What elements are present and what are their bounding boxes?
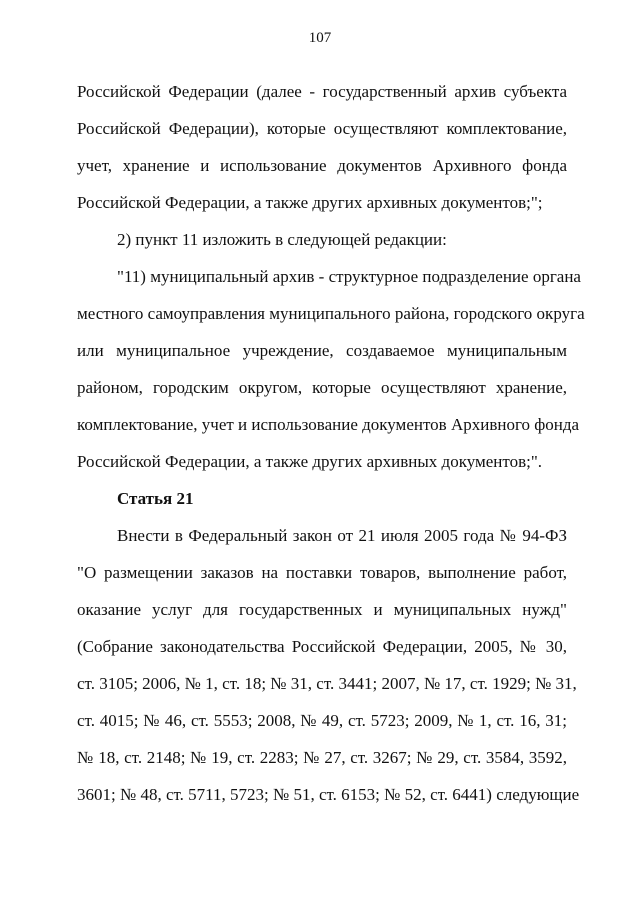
- text-line: местного самоуправления муниципального района, городского округа: [77, 304, 585, 323]
- text-line: "О размещении заказов на поставки товаров, выполнение работ,: [77, 563, 567, 582]
- document-body: [77, 73, 585, 813]
- text-line: ст. 3105; 2006, № 1, ст. 18; № 31, ст. 3441; 2007, № 17, ст. 1929; № 31,: [77, 674, 577, 693]
- text-line: (Собрание законодательства Российской Федерации, 2005, № 30,: [77, 637, 567, 656]
- text-line: № 18, ст. 2148; № 19, ст. 2283; № 27, ст. 3267; № 29, ст. 3584, 3592,: [77, 748, 567, 767]
- text-line: 2) пункт 11 изложить в следующей редакции:: [117, 230, 447, 249]
- text-line: 3601; № 48, ст. 5711, 5723; № 51, ст. 6153; № 52, ст. 6441) следующие: [77, 785, 580, 804]
- text-line: "11) муниципальный архив - структурное подразделение органа: [117, 267, 581, 286]
- text-line: комплектование, учет и использование документов Архивного фонда: [77, 415, 580, 434]
- text-line: Внести в Федеральный закон от 21 июля 2005 года № 94-ФЗ: [117, 526, 567, 545]
- paragraph-item-11-text: [77, 258, 585, 480]
- page-number: 107: [308, 30, 332, 46]
- text-line: Российской Федерации), которые осуществляют комплектование,: [77, 119, 567, 138]
- paragraph-continuation: [77, 73, 567, 221]
- text-line: Российской Федерации, а также других архивных документов;".: [77, 452, 543, 471]
- text-line: учет, хранение и использование документов Архивного фонда: [77, 156, 567, 175]
- article-heading: Статья 21: [117, 489, 194, 508]
- text-line: Российской Федерации, а также других архивных документов;";: [77, 193, 543, 212]
- text-line: оказание услуг для государственных и муниципальных нужд": [77, 600, 567, 619]
- text-line: или муниципальное учреждение, создаваемое муниципальным: [77, 341, 567, 360]
- paragraph-article-21: [77, 517, 580, 813]
- text-line: районом, городским округом, которые осуществляют хранение,: [77, 378, 567, 397]
- text-line: ст. 4015; № 46, ст. 5553; 2008, № 49, ст. 5723; 2009, № 1, ст. 16, 31;: [77, 711, 567, 730]
- text-line: Российской Федерации (далее - государственный архив субъекта: [77, 82, 567, 101]
- paragraph-item-2: [77, 221, 567, 258]
